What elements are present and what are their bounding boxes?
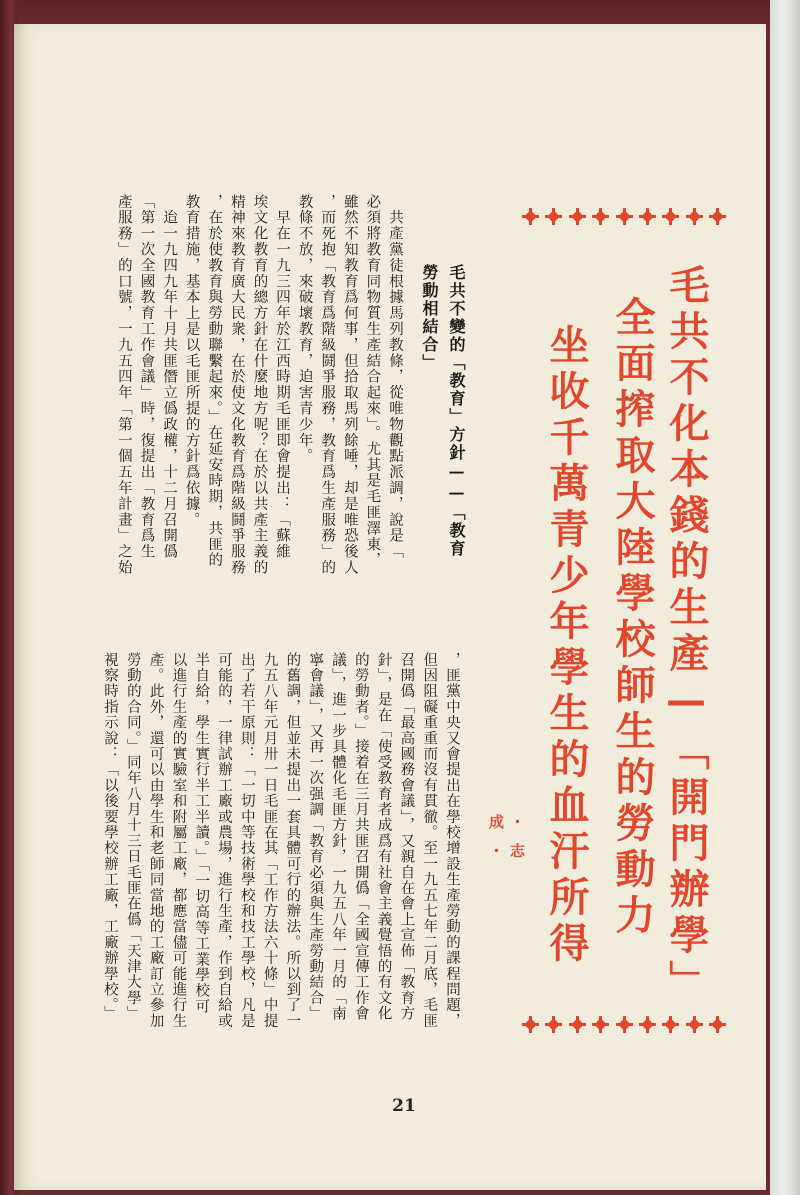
text-line: 視察時指示說：「以後要學校辦工廠，工廠辦學校。」 — [102, 652, 119, 1022]
subheading-line: 勞動相結合」 — [420, 264, 439, 372]
ornament-cross-icon — [662, 208, 679, 225]
text-line: 產。此外，還可以由學生和老師同當地的工廠訂立參加 — [147, 652, 164, 1029]
ornament-cross-icon — [616, 1016, 633, 1033]
text-line: ，在於使教育與勞動聯繫起來。」在延安時期，共匪的 — [206, 194, 223, 569]
text-line: 雖然不知教育爲何事，但拾取馬列餘唾，却是唯恐後人 — [341, 194, 358, 576]
body-text-upper — [98, 194, 406, 626]
ornament-cross-icon — [592, 208, 609, 225]
text-line: ，而死抱「教育爲階級鬪爭服務，教育爲生產服務」的 — [319, 194, 336, 576]
ornament-cross-icon — [545, 208, 562, 225]
text-line: 埃文化教育的總方針在什麼地方呢？在於以共產主義的 — [251, 194, 268, 576]
text-line: 產服務」的口號，一九五四年「第一個五年計畫」之始 — [115, 194, 132, 576]
title-line-1: 毛共不化本錢的生產—「開門辦學」 — [663, 264, 709, 1006]
text-line: 九五八年元月卅一日毛匪在其「工作方法六十條」中提 — [261, 652, 278, 1029]
ornament-cross-icon — [569, 1016, 586, 1033]
text-line: 的勞動者。」接着在三月共匪召開僞「全國宣傳工作會 — [352, 652, 369, 1022]
text-line: ，匪黨中央又會提出在學校增設生產勞動的課程問題， — [444, 652, 460, 1029]
text-line: 以進行生產的實驗室和附屬工廠，都應當儘可能進行生 — [170, 652, 187, 1029]
text-line: 「第一次全國教育工作會議」時，復提出「教育爲生 — [138, 194, 155, 560]
ornament-cross-icon — [592, 1016, 609, 1033]
title-line-3: 坐收千萬青少年學生的血汗所得 — [543, 324, 589, 968]
ornament-cross-icon — [639, 208, 656, 225]
page-number: 21 — [392, 1096, 416, 1116]
text-line: 教育措施，基本上是以毛匪所提的方針爲依據。 — [183, 194, 200, 528]
ornament-cross-icon — [662, 1016, 679, 1033]
text-line: 共產黨徒根據馬列教條，從唯物觀點派調，說是「 — [387, 194, 403, 560]
ornament-cross-icon — [522, 1016, 539, 1033]
body-text-lower — [98, 652, 463, 1072]
text-line: 寧會議」，又再一次强調「教育必須與生產勞動結合」 — [307, 652, 324, 1022]
title-line-2: 全面搾取大陸學校師生的勞動力 — [609, 296, 655, 940]
text-line: 迨一九四九年十月共匪僭立僞政權，十二月召開僞 — [161, 194, 178, 560]
adjacent-page-edge — [770, 0, 800, 1195]
text-line: 議」，進一步具體化毛匪方針，一九五八年一月的「南 — [330, 652, 347, 1022]
text-line: 必須將教育同物質生產結合起來」。尤其是毛匪澤東， — [364, 194, 381, 569]
subheading-line: 毛共不變的「教育」方針——「教育 — [447, 264, 466, 558]
text-line: 早在一九三四年於江西時期毛匪即會提出：「蘇維 — [274, 194, 291, 560]
text-line: 教條不放，來破壞教育，迫害青少年。 — [296, 194, 313, 465]
text-line: 可能的，一律試辦工廠或農場，進行生產，作到自給或 — [216, 652, 233, 1029]
ornament-cross-icon — [709, 208, 726, 225]
section-subheading — [412, 264, 470, 624]
ornament-cross-icon — [545, 1016, 562, 1033]
text-line: 半自給，學生實行半工半讀。」「一切高等工業學校可 — [193, 652, 210, 1015]
ornament-cross-icon — [569, 208, 586, 225]
text-line: 但因阻礙重重而沒有貫徹。至一九五七年二月底，毛匪 — [421, 652, 438, 1029]
ornament-cross-icon — [686, 1016, 703, 1033]
text-line: 針」，是在「使受教育者成爲有社會主義覺悟的有文化 — [375, 652, 392, 1022]
author-byline: ・志 成・ — [487, 814, 526, 872]
text-line: 精神來教育廣大民衆，在於使文化教育爲階級鬪爭服務 — [228, 194, 245, 576]
text-line: 召開僞「最高國務會議」，又親自在會上宣佈「教育方 — [398, 652, 415, 1022]
ornament-row-top — [522, 206, 726, 226]
text-line: 勞動的合同。」同年八月十三日毛匪在僞「天津大學」 — [124, 652, 141, 1022]
ornament-cross-icon — [686, 208, 703, 225]
ornament-cross-icon — [522, 208, 539, 225]
ornament-row-bottom — [522, 1014, 726, 1034]
ornament-cross-icon — [639, 1016, 656, 1033]
book-page — [14, 24, 766, 1190]
text-line: 的舊調，但並未提出一套具體可行的辦法。所以到了一 — [284, 652, 301, 1029]
ornament-cross-icon — [709, 1016, 726, 1033]
text-line: 出了若干原則：「一切中等技術學校和技工學校，凡是 — [238, 652, 255, 1029]
ornament-cross-icon — [616, 208, 633, 225]
